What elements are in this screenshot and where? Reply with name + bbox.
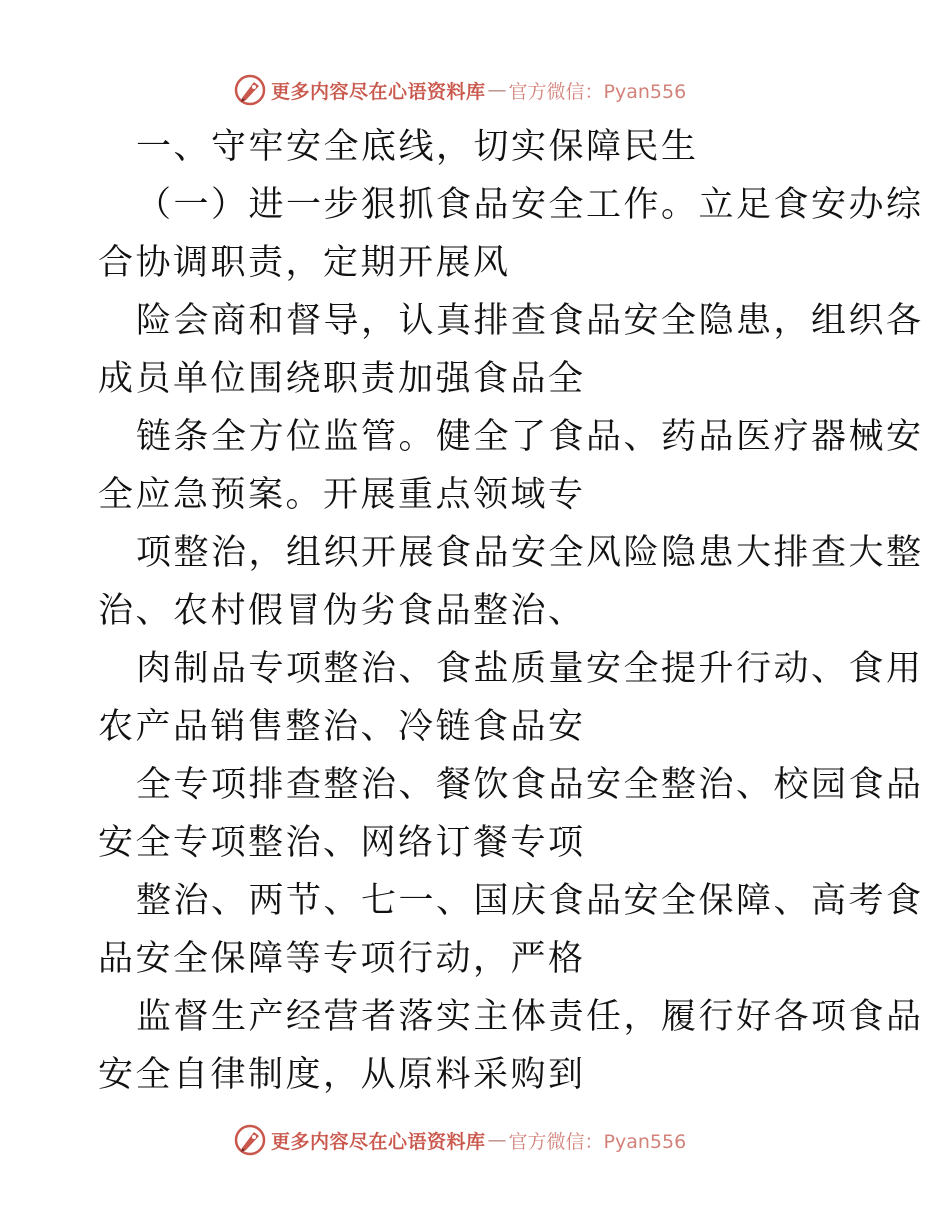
watermark-dash: — — [487, 1129, 507, 1151]
paragraph-line: 整治、两节、七一、国庆食品安全保障、高考食 — [136, 881, 924, 921]
watermark-contact: 官方微信：Pyan556 — [508, 80, 687, 103]
paragraph-line: 全专项排查整治、餐饮食品安全整治、校园食品 — [136, 765, 924, 805]
paragraph-line: 肉制品专项整治、食盐质量安全提升行动、食用 — [136, 649, 924, 689]
document-body — [98, 118, 924, 1104]
paragraph-line: 合协调职责，定期开展风 — [98, 243, 511, 283]
paragraph-line: 品安全保障等专项行动，严格 — [98, 939, 586, 979]
pen-nib-circle-icon — [233, 73, 267, 107]
paragraph-line: 成员单位围绕职责加强食品全 — [98, 359, 586, 399]
footer-watermark — [233, 1122, 833, 1158]
section-heading: 一、守牢安全底线，切实保障民生 — [136, 127, 699, 167]
watermark-brand: 更多内容尽在心语资料库 — [271, 80, 486, 103]
paragraph-line: 险会商和督导，认真排查食品安全隐患，组织各 — [136, 301, 924, 341]
paragraph-line: 治、农村假冒伪劣食品整治、 — [98, 591, 586, 631]
paragraph-line: 项整治，组织开展食品安全风险隐患大排查大整 — [136, 533, 924, 573]
pen-nib-circle-icon — [233, 1123, 267, 1157]
paragraph-line: 链条全方位监管。健全了食品、药品医疗器械安 — [136, 417, 924, 457]
paragraph-line: （一）进一步狠抓食品安全工作。立足食安办综 — [136, 185, 924, 225]
header-watermark — [233, 72, 833, 108]
paragraph-line: 安全自律制度，从原料采购到 — [98, 1055, 586, 1095]
watermark-contact: 官方微信：Pyan556 — [508, 1130, 687, 1153]
paragraph-line: 安全专项整治、网络订餐专项 — [98, 823, 586, 863]
paragraph-line: 农产品销售整治、冷链食品安 — [98, 707, 586, 747]
watermark-brand: 更多内容尽在心语资料库 — [271, 1130, 486, 1153]
watermark-dash: — — [487, 79, 507, 101]
paragraph-line: 全应急预案。开展重点领域专 — [98, 475, 586, 515]
paragraph-line: 监督生产经营者落实主体责任，履行好各项食品 — [136, 997, 924, 1037]
